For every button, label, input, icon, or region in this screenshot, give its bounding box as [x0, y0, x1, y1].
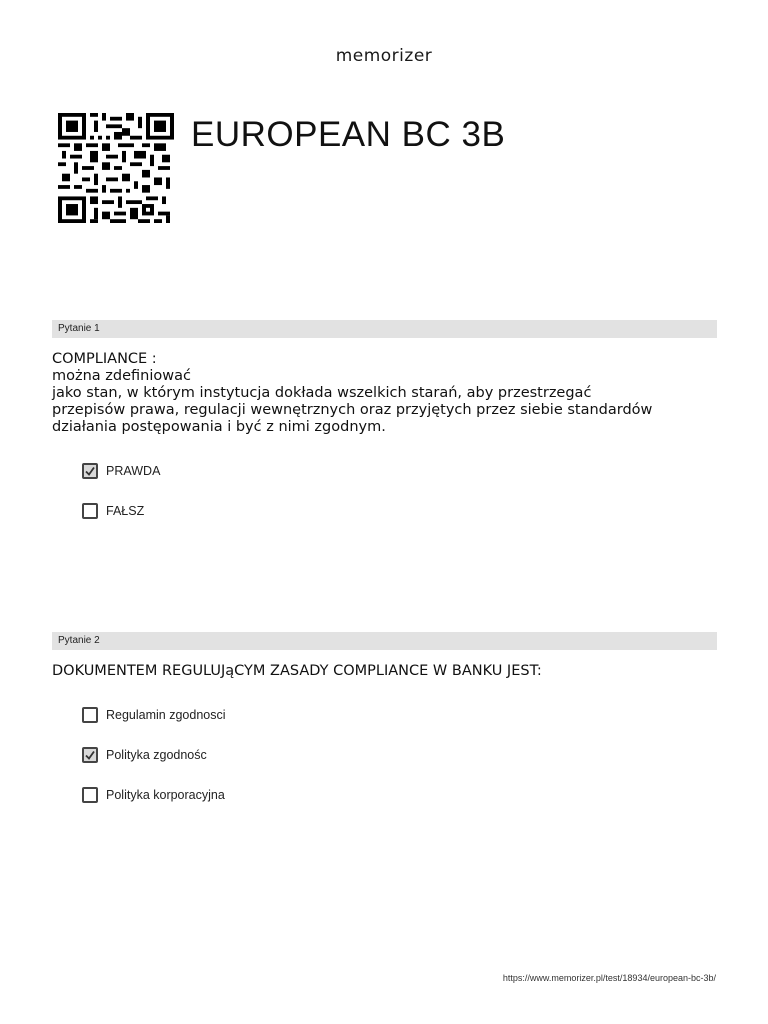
question-2-header: [52, 632, 717, 650]
option-label: FAŁSZ: [106, 504, 145, 518]
answer-option-falsz[interactable]: [82, 501, 144, 521]
answer-option-polityka-zgodnosc[interactable]: [82, 745, 207, 765]
memorizer-logo: [0, 46, 768, 66]
question-text-line: przepisów prawa, regulacji wewnętrznych oraz przyjętych przez siebie standardów: [52, 402, 653, 418]
logo-text: memorizer: [335, 46, 433, 66]
question-text-line: COMPLIANCE :: [52, 351, 157, 367]
option-label: Polityka korporacyjna: [106, 788, 225, 802]
checkbox[interactable]: [82, 707, 98, 723]
question-text-line: działania postępowania i być z nimi zgodnym.: [52, 419, 386, 435]
answer-option-polityka-korporacyjna[interactable]: [82, 785, 225, 805]
footer-url: https://www.memorizer.pl/test/18934/european-bc-3b/: [502, 973, 716, 983]
question-1-header: [52, 320, 717, 338]
page-title: EUROPEAN BC 3B: [191, 115, 506, 154]
question-2-text: [52, 663, 712, 680]
qr-code: [58, 113, 174, 223]
question-1-text: [52, 351, 712, 436]
check-mark-icon: [84, 465, 96, 477]
option-label: PRAWDA: [106, 464, 161, 478]
checkbox[interactable]: [82, 787, 98, 803]
question-text-line: jako stan, w którym instytucja dokłada wszelkich starań, aby przestrzegać: [52, 385, 592, 401]
option-label: Regulamin zgodnosci: [106, 708, 226, 722]
question-text-line: można zdefiniować: [52, 368, 191, 384]
question-text-line: DOKUMENTEM REGULUJąCYM ZASADY COMPLIANCE W BANKU JEST:: [52, 663, 542, 679]
checkbox[interactable]: [82, 503, 98, 519]
question-2-label: Pytanie 2: [58, 635, 100, 646]
check-mark-icon: [84, 749, 96, 761]
checked-checkbox[interactable]: [82, 747, 98, 763]
checked-checkbox[interactable]: [82, 463, 98, 479]
answer-option-regulamin-zgodnosci[interactable]: [82, 705, 226, 725]
question-1-label: Pytanie 1: [58, 323, 100, 334]
answer-option-prawda[interactable]: [82, 461, 160, 481]
option-label: Polityka zgodnośc: [106, 748, 207, 762]
